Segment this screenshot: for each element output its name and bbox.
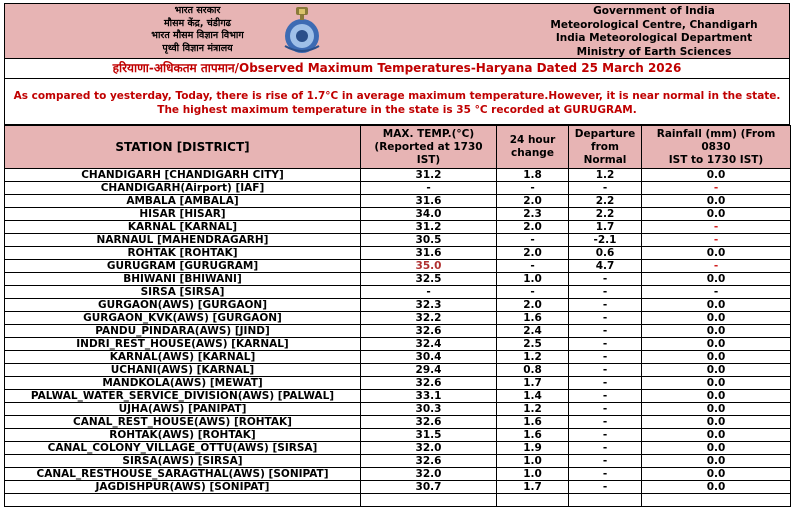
- cell-departure: 1.7: [569, 221, 642, 234]
- cell-empty: [642, 494, 791, 507]
- cell-departure: -: [569, 286, 642, 299]
- cell-station: KARNAL [KARNAL]: [5, 221, 361, 234]
- cell-rainfall: 0.0: [642, 273, 791, 286]
- cell-station: ROHTAK(AWS) [ROHTAK]: [5, 429, 361, 442]
- cell-station: CANAL_RESTHOUSE_SARAGTHAL(AWS) [SONIPAT]: [5, 468, 361, 481]
- cell-departure: -: [569, 351, 642, 364]
- cell-departure: -: [569, 325, 642, 338]
- hindi-line: मौसम केंद्र, चंडीगढ: [163, 17, 232, 29]
- cell-change: 1.2: [497, 403, 569, 416]
- table-row: [5, 338, 791, 351]
- col-header-rainfall: Rainfall (mm) (From 0830 IST to 1730 IST): [642, 126, 791, 169]
- cell-departure: -: [569, 429, 642, 442]
- cell-max-temp: 30.5: [361, 234, 497, 247]
- cell-max-temp: 31.2: [361, 169, 497, 182]
- cell-station: PANDU_PINDARA(AWS) [JIND]: [5, 325, 361, 338]
- table-row: [5, 390, 791, 403]
- cell-change: 1.0: [497, 273, 569, 286]
- cell-station: PALWAL_WATER_SERVICE_DIVISION(AWS) [PALWAL]: [5, 390, 361, 403]
- cell-rainfall: 0.0: [642, 455, 791, 468]
- cell-change: 1.7: [497, 377, 569, 390]
- cell-station: AMBALA [AMBALA]: [5, 195, 361, 208]
- cell-departure: -: [569, 403, 642, 416]
- cell-departure: 0.6: [569, 247, 642, 260]
- cell-change: 1.0: [497, 468, 569, 481]
- table-row: [5, 221, 791, 234]
- cell-change: 1.8: [497, 169, 569, 182]
- cell-rainfall: 0.0: [642, 390, 791, 403]
- cell-max-temp: -: [361, 182, 497, 195]
- bulletin-title: [4, 59, 790, 79]
- cell-station: UCHANI(AWS) [KARNAL]: [5, 364, 361, 377]
- cell-station: INDRI_REST_HOUSE(AWS) [KARNAL]: [5, 338, 361, 351]
- cell-change: 1.7: [497, 481, 569, 494]
- cell-departure: -: [569, 416, 642, 429]
- cell-rainfall: 0.0: [642, 442, 791, 455]
- cell-max-temp: 32.4: [361, 338, 497, 351]
- cell-station: NARNAUL [MAHENDRAGARH]: [5, 234, 361, 247]
- cell-rainfall: 0.0: [642, 338, 791, 351]
- table-row: [5, 351, 791, 364]
- english-org-block: [529, 5, 779, 59]
- cell-change: 2.4: [497, 325, 569, 338]
- cell-max-temp: 32.6: [361, 455, 497, 468]
- cell-rainfall: 0.0: [642, 403, 791, 416]
- table-row: [5, 234, 791, 247]
- temperature-table: [4, 125, 791, 507]
- cell-change: 2.3: [497, 208, 569, 221]
- table-row: [5, 403, 791, 416]
- cell-max-temp: 30.4: [361, 351, 497, 364]
- cell-station: BHIWANI [BHIWANI]: [5, 273, 361, 286]
- cell-departure: 2.2: [569, 195, 642, 208]
- cell-max-temp: 34.0: [361, 208, 497, 221]
- table-row: [5, 442, 791, 455]
- cell-empty: [5, 494, 361, 507]
- cell-departure: -: [569, 481, 642, 494]
- cell-max-temp: 31.5: [361, 429, 497, 442]
- cell-change: 2.5: [497, 338, 569, 351]
- table-row: [5, 416, 791, 429]
- cell-rainfall: 0.0: [642, 312, 791, 325]
- table-row: [5, 455, 791, 468]
- cell-departure: -: [569, 468, 642, 481]
- cell-station: SIRSA [SIRSA]: [5, 286, 361, 299]
- cell-change: 2.0: [497, 221, 569, 234]
- cell-departure: -: [569, 182, 642, 195]
- cell-departure: -: [569, 299, 642, 312]
- cell-max-temp: 30.3: [361, 403, 497, 416]
- title-english: Observed Maximum Temperatures-Haryana Dated 25 March 2026: [239, 61, 682, 75]
- cell-change: 1.6: [497, 312, 569, 325]
- cell-max-temp: 29.4: [361, 364, 497, 377]
- table-row: [5, 169, 791, 182]
- cell-max-temp: 32.5: [361, 273, 497, 286]
- cell-change: 0.8: [497, 364, 569, 377]
- col-header-change: 24 hour change: [497, 126, 569, 169]
- cell-departure: -: [569, 338, 642, 351]
- cell-max-temp: 32.6: [361, 325, 497, 338]
- cell-rainfall: -: [642, 182, 791, 195]
- table-row: [5, 286, 791, 299]
- table-row: [5, 260, 791, 273]
- cell-rainfall: 0.0: [642, 208, 791, 221]
- cell-change: 1.4: [497, 390, 569, 403]
- cell-rainfall: -: [642, 260, 791, 273]
- cell-departure: -: [569, 364, 642, 377]
- table-row: [5, 312, 791, 325]
- cell-change: -: [497, 286, 569, 299]
- table-row: [5, 481, 791, 494]
- cell-rainfall: 0.0: [642, 351, 791, 364]
- bulletin-header: [4, 3, 790, 59]
- table-header-row: [5, 126, 791, 169]
- cell-change: 2.0: [497, 247, 569, 260]
- cell-rainfall: 0.0: [642, 169, 791, 182]
- cell-departure: -: [569, 390, 642, 403]
- cell-max-temp: 32.3: [361, 299, 497, 312]
- cell-max-temp: 32.6: [361, 416, 497, 429]
- cell-change: 1.6: [497, 416, 569, 429]
- cell-change: -: [497, 234, 569, 247]
- table-body: [5, 169, 791, 507]
- cell-departure: -: [569, 442, 642, 455]
- table-row: [5, 377, 791, 390]
- cell-max-temp: 32.0: [361, 442, 497, 455]
- bulletin-page: [4, 3, 790, 507]
- table-row: [5, 429, 791, 442]
- cell-station: GURUGRAM [GURUGRAM]: [5, 260, 361, 273]
- hindi-line: पृथ्वी विज्ञान मंत्रालय: [162, 42, 233, 54]
- table-row: [5, 195, 791, 208]
- cell-change: 1.2: [497, 351, 569, 364]
- cell-change: 2.0: [497, 299, 569, 312]
- cell-change: -: [497, 182, 569, 195]
- cell-station: CANAL_REST_HOUSE(AWS) [ROHTAK]: [5, 416, 361, 429]
- cell-rainfall: 0.0: [642, 195, 791, 208]
- hindi-line: भारत सरकार: [174, 5, 221, 16]
- cell-change: 1.0: [497, 455, 569, 468]
- cell-max-temp: 32.0: [361, 468, 497, 481]
- hindi-line: भारत मौसम विज्ञान विभाग: [151, 30, 244, 41]
- cell-station: MANDKOLA(AWS) [MEWAT]: [5, 377, 361, 390]
- cell-departure: 4.7: [569, 260, 642, 273]
- cell-rainfall: 0.0: [642, 299, 791, 312]
- cell-rainfall: 0.0: [642, 325, 791, 338]
- table-row: [5, 247, 791, 260]
- cell-change: 2.0: [497, 195, 569, 208]
- cell-departure: -: [569, 455, 642, 468]
- cell-rainfall: 0.0: [642, 429, 791, 442]
- cell-max-temp: 30.7: [361, 481, 497, 494]
- cell-rainfall: 0.0: [642, 481, 791, 494]
- cell-departure: -: [569, 273, 642, 286]
- table-row-blank: [5, 494, 791, 507]
- english-line: Ministry of Earth Sciences: [576, 45, 732, 58]
- col-header-max-temp: MAX. TEMP.(°C) (Reported at 1730 IST): [361, 126, 497, 169]
- cell-rainfall: -: [642, 286, 791, 299]
- cell-max-temp: 35.0: [361, 260, 497, 273]
- cell-departure: 1.2: [569, 169, 642, 182]
- cell-change: 1.6: [497, 429, 569, 442]
- cell-station: HISAR [HISAR]: [5, 208, 361, 221]
- cell-station: JAGDISHPUR(AWS) [SONIPAT]: [5, 481, 361, 494]
- cell-station: KARNAL(AWS) [KARNAL]: [5, 351, 361, 364]
- cell-station: GURGAON_KVK(AWS) [GURGAON]: [5, 312, 361, 325]
- table-row: [5, 273, 791, 286]
- cell-rainfall: 0.0: [642, 247, 791, 260]
- table-row: [5, 208, 791, 221]
- cell-max-temp: 32.6: [361, 377, 497, 390]
- cell-empty: [497, 494, 569, 507]
- english-line: Meteorological Centre, Chandigarh: [550, 18, 758, 31]
- cell-change: -: [497, 260, 569, 273]
- col-header-station: STATION [DISTRICT]: [5, 126, 361, 169]
- cell-station: CANAL_COLONY_VILLAGE_OTTU(AWS) [SIRSA]: [5, 442, 361, 455]
- table-row: [5, 468, 791, 481]
- imd-emblem-icon: [277, 6, 327, 56]
- cell-rainfall: 0.0: [642, 416, 791, 429]
- cell-max-temp: 31.2: [361, 221, 497, 234]
- cell-station: GURGAON(AWS) [GURGAON]: [5, 299, 361, 312]
- english-line: Government of India: [593, 5, 715, 17]
- cell-rainfall: 0.0: [642, 468, 791, 481]
- cell-max-temp: -: [361, 286, 497, 299]
- table-row: [5, 325, 791, 338]
- cell-station: CHANDIGARH [CHANDIGARH CITY]: [5, 169, 361, 182]
- cell-departure: -2.1: [569, 234, 642, 247]
- cell-departure: -: [569, 377, 642, 390]
- cell-rainfall: 0.0: [642, 364, 791, 377]
- cell-max-temp: 32.2: [361, 312, 497, 325]
- table-row: [5, 364, 791, 377]
- col-header-departure: Departure from Normal: [569, 126, 642, 169]
- cell-station: SIRSA(AWS) [SIRSA]: [5, 455, 361, 468]
- title-hindi: हरियाणा-अधिकतम तापमान/: [112, 61, 240, 75]
- cell-station: CHANDIGARH(Airport) [IAF]: [5, 182, 361, 195]
- cell-empty: [361, 494, 497, 507]
- cell-rainfall: -: [642, 221, 791, 234]
- cell-station: UJHA(AWS) [PANIPAT]: [5, 403, 361, 416]
- table-row: [5, 299, 791, 312]
- table-row: [5, 182, 791, 195]
- cell-departure: 2.2: [569, 208, 642, 221]
- hindi-org-block: [115, 5, 280, 55]
- cell-station: ROHTAK [ROHTAK]: [5, 247, 361, 260]
- cell-rainfall: -: [642, 234, 791, 247]
- cell-departure: -: [569, 312, 642, 325]
- cell-change: 1.9: [497, 442, 569, 455]
- english-line: India Meteorological Department: [555, 32, 753, 44]
- cell-max-temp: 31.6: [361, 195, 497, 208]
- summary-text: As compared to yesterday, Today, there is rise of 1.7°C in average maximum temperature.However, it is near normal in the state. The highest maximum temperature in the state is 35 °C recorded at GURUGRAM.: [4, 79, 790, 125]
- cell-rainfall: 0.0: [642, 377, 791, 390]
- cell-empty: [569, 494, 642, 507]
- cell-max-temp: 31.6: [361, 247, 497, 260]
- cell-max-temp: 33.1: [361, 390, 497, 403]
